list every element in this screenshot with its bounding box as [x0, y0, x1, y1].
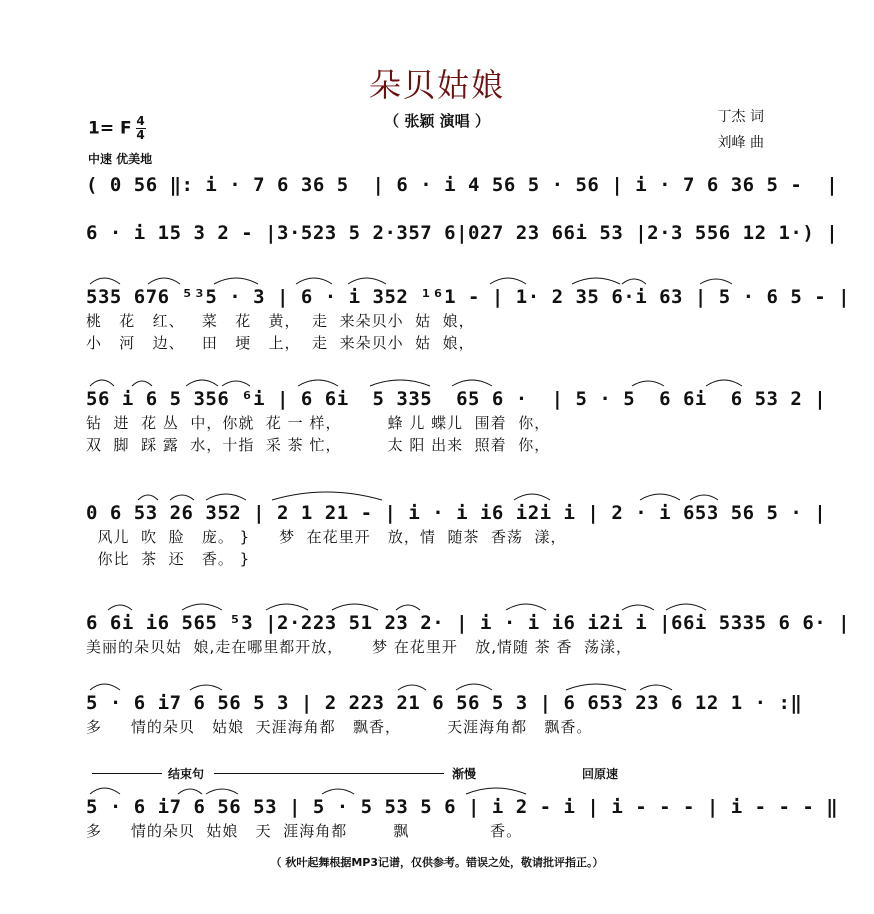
ending-line-left: [92, 773, 162, 774]
transcription-note: （ 秋叶起舞根据MP3记谱，仅供参考。错误之处，敬请批评指正。）: [270, 856, 604, 869]
composer: 刘峰 曲: [717, 135, 764, 151]
lyric-verse-1: 美丽的朵贝姑 娘,走在哪里都开放， 梦 在花里开 放,情随 茶 香 荡漾，: [86, 638, 633, 656]
score-row-7: [86, 690, 803, 738]
score-row-3: [86, 284, 851, 354]
notation-line: ( 0 56 ‖: i · 7 6 36 5 | 6 · i 4 56 5 · 56 | i · 7 6 36 5 - |: [86, 174, 839, 196]
lyricist: 丁杰 词: [717, 109, 764, 125]
lyric-verse-1: 风儿 吹 脸 庞。 } 梦 在花里开 放，情 随茶 香荡 漾，: [86, 528, 567, 546]
tempo-marking: 中速 优美地: [88, 152, 153, 166]
song-title: 朵贝姑娘: [368, 66, 505, 104]
lyric-verse-2: 双 脚 踩 露 水，十指 采 茶 忙， 太 阳 出来 照着 你，: [86, 436, 551, 454]
notation-line: 5 · 6 i7 6 56 5 3 | 2 223 21 6 56 5 3 | 6 653 23 6 12 1 · :‖: [86, 692, 803, 714]
resume-tempo-marker: 回原速: [582, 767, 619, 781]
slur-marks: [86, 488, 792, 502]
slur-marks: [86, 598, 792, 612]
notation-line: 0 6 53 26 352 | 2 1 21 - | i · i i6 i2i i | 2 · i 653 56 5 · |: [86, 502, 827, 524]
lyric-verse-1: 多 情的朵贝 姑娘 天 涯海角都 飘 香。: [86, 822, 523, 840]
notation-line: 5 · 6 i7 6 56 53 | 5 · 5 53 5 6 | i 2 - i | i - - - | i - - - ‖: [86, 796, 839, 818]
ending-line-right: [214, 773, 444, 774]
ending-marker: 结束句: [168, 767, 205, 781]
key-label: 1= F: [88, 118, 132, 139]
time-signature: [136, 116, 146, 141]
lyric-verse-1: 桃 花 红、 菜 花 黄， 走 来朵贝小 姑 娘，: [86, 312, 475, 330]
notation-line: 56 i 6 5 356 ⁶i | 6 6i 5 335 65 6 · | 5 · 5 6 6i 6 53 2 |: [86, 388, 827, 410]
lyric-verse-2: 小 河 边、 田 埂 上， 走 来朵贝小 姑 娘，: [86, 334, 475, 352]
lyric-verse-1: 多 情的朵贝 姑娘 天涯海角都 飘香， 天涯海角都 飘香。: [86, 718, 593, 736]
lyric-verse-2: 你比 茶 还 香。 }: [86, 550, 251, 568]
time-top: 4: [136, 114, 145, 128]
score-row-4: [86, 386, 827, 456]
slowing-marker: 渐慢: [452, 767, 477, 781]
credits: [718, 104, 764, 156]
score-row-2: [86, 220, 839, 246]
score-row-6: [86, 610, 851, 658]
key-signature: [88, 116, 146, 141]
slur-marks: [86, 374, 792, 388]
score-row-1: [86, 172, 839, 198]
time-bottom: 4: [136, 128, 145, 142]
score-row-5: [86, 500, 827, 570]
performer-line: （ 张颖 演唱 ）: [384, 112, 490, 130]
score-row-8: [86, 794, 839, 842]
slur-marks: [86, 678, 792, 692]
notation-line: 6 6i i6 565 ⁵3 |2·223 51 23 2· | i · i i6 i2i i |66i 5335 6 6· |: [86, 612, 851, 634]
notation-line: 6 · i 15 3 2 - |3·523 5 2·357 6|027 23 66i 53 |2·3 556 12 1·) |: [86, 222, 839, 244]
lyric-verse-1: 钻 进 花 丛 中，你就 花 一 样， 蜂 儿 蝶儿 围着 你，: [86, 414, 551, 432]
slur-marks: [86, 782, 792, 796]
notation-line: 535 676 ⁵³5 · 3 | 6 · i 352 ¹⁶1 - | 1· 2 35 6·i 63 | 5 · 6 5 - |: [86, 286, 851, 308]
slur-marks: [86, 272, 792, 286]
